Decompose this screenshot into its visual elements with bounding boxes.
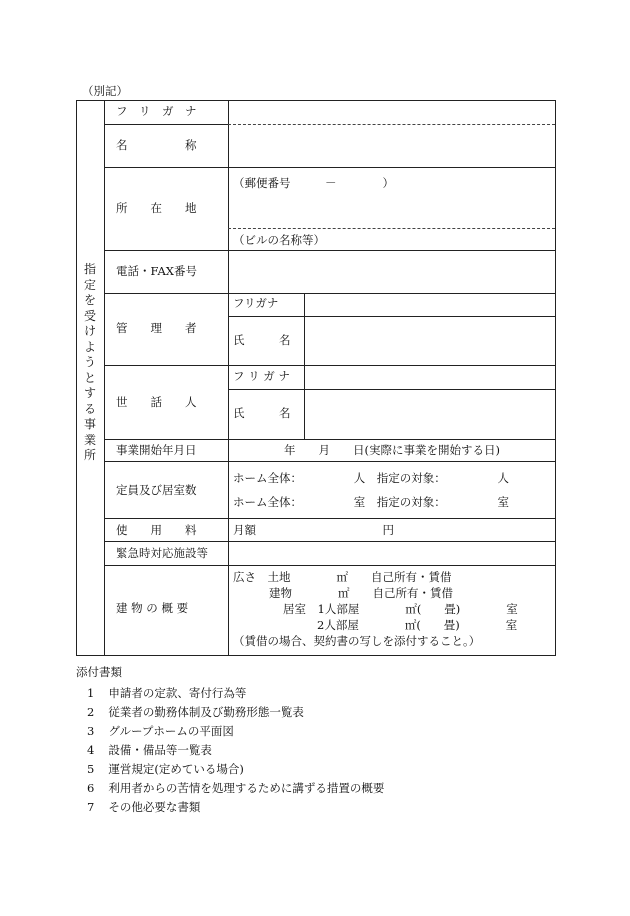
capacity-line-2: ホーム全体： 室 指定の対象： 室 [233,495,509,509]
attachment-number: 1 [87,686,95,700]
attachment-number: 6 [87,781,95,795]
label-emergency: 緊急時対応施設等 [116,546,208,560]
side-label: 指定を受けようとする事業所 [83,262,96,462]
label-furigana: フ リ ガ ナ [116,104,197,118]
capacity-line-1: ホーム全体： 人 指定の対象： 人 [233,471,509,485]
attachment-text: その他必要な書類 [108,800,201,814]
attachment-text: 利用者からの苦情を処理するために講ずる措置の概要 [108,781,385,795]
manager-furigana-label: フリガナ [233,296,279,310]
caretaker-furigana-label: フ リ ガ ナ [233,369,290,383]
attachment-item [87,761,244,777]
label-name: 名 称 [116,138,197,152]
building-overview-line-5: （賃借の場合、契約書の写しを添付すること。） [233,634,481,648]
label-fee: 使 用 料 [116,523,197,537]
attachment-item [87,799,200,815]
header-note: （別記） [82,84,128,98]
label-phone-fax: 電話・FAX番号 [116,264,197,278]
attachment-text: 設備・備品等一覧表 [108,743,212,757]
attachment-number: 4 [87,743,95,757]
attachment-text: 申請者の定款、寄付行為等 [108,686,247,700]
attachment-item [87,780,384,796]
label-capacity: 定員及び居室数 [116,483,197,497]
attachment-text: 従業者の勤務体制及び勤務形態一覧表 [108,705,304,719]
attachment-item [87,685,246,701]
label-building-overview: 建 物 の 概 要 [116,601,189,615]
manager-name-label: 氏 名 [233,333,291,347]
attachment-item [87,704,304,720]
attachment-item [87,723,234,739]
attachment-number: 2 [87,705,95,719]
building-overview-line-1: 広さ 土地 ㎡ 自己所有・賃借 [233,570,452,584]
attachment-number: 7 [87,800,95,814]
building-overview-line-2: 建物 ㎡ 自己所有・賃借 [269,586,453,600]
building-overview-line-3: 居室 1人部屋 ㎡( 畳) 室 [283,602,518,616]
attachment-text: 運営規定(定めている場合) [108,762,244,776]
label-start-date: 事業開始年月日 [116,443,197,457]
attachments-title: 添付書類 [76,665,122,679]
attachment-text: グループホームの平面図 [108,724,234,738]
attachment-number: 3 [87,724,95,738]
label-manager: 管 理 者 [116,321,197,335]
postal-code-field: （郵便番号 － ） [233,176,394,190]
label-caretaker: 世 話 人 [116,395,197,409]
building-overview-line-4: 2人部屋 ㎡( 畳) 室 [317,618,518,632]
attachment-item [87,742,212,758]
attachment-number: 5 [87,762,95,776]
label-address: 所 在 地 [116,201,197,215]
caretaker-name-label: 氏 名 [233,406,291,420]
building-name-field: （ビルの名称等） [233,233,325,247]
start-date-value: 年 月 日(実際に事業を開始する日) [284,443,500,457]
fee-value: 月額 円 [233,523,394,537]
